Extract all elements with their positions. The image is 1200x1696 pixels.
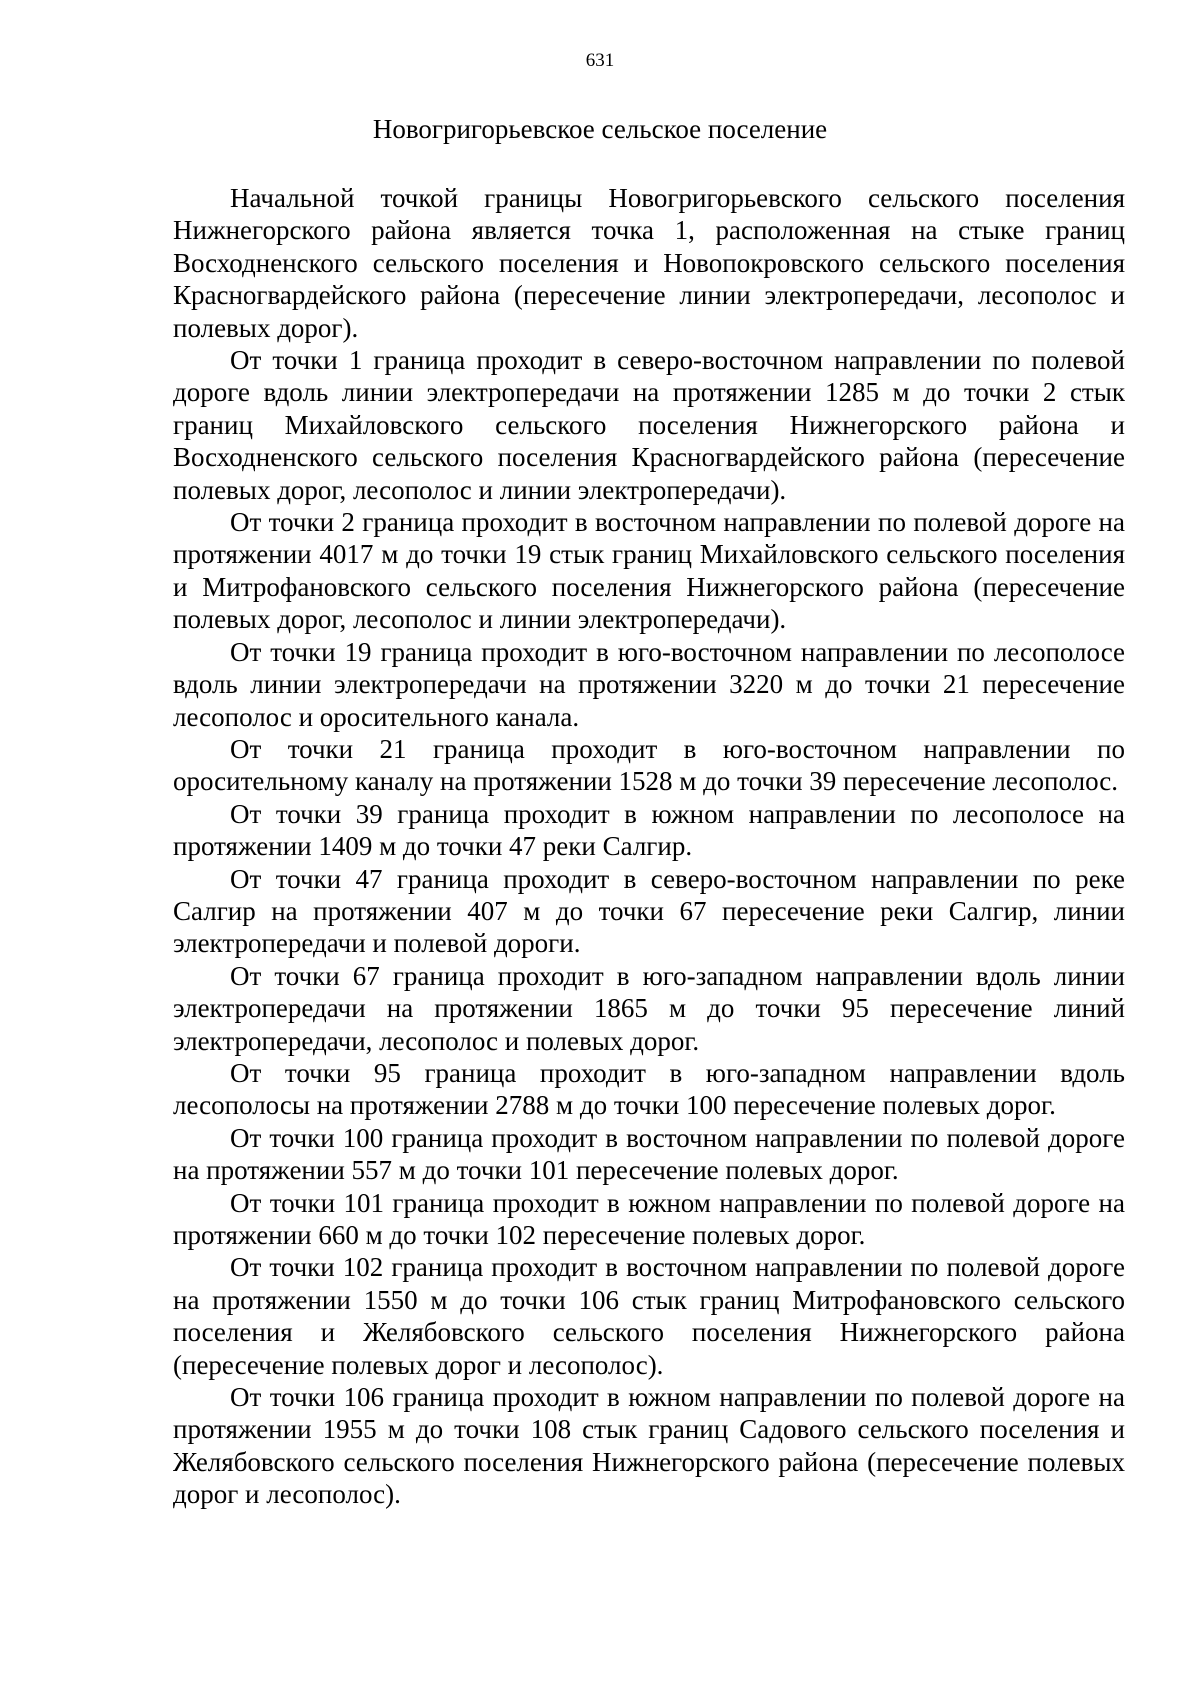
paragraph-point-1: От точки 1 граница проходит в северо-восточном направлении по полевой дороге вдоль линии электропередачи на протяжении 1285 м до точки 2 стык границ Михайловского сельского поселения Нижнегорского района и Восходненского сельского поселения Красногвардейского района (пересечение полевых дорог, лесополос и линии электропередачи). xyxy=(173,345,1125,505)
paragraph-point-47: От точки 47 граница проходит в северо-восточном направлении по реке Салгир на протяжении 407 м до точки 67 пересечение реки Салгир, линии электропередачи и полевой дороги. xyxy=(173,863,1125,959)
paragraph-point-102: От точки 102 граница проходит в восточном направлении по полевой дороге на протяжении 1550 м до точки 106 стык границ Митрофановского сельского поселения и Желябовского сельского поселения Нижнегорского района (пересечение полевых дорог и лесополос). xyxy=(173,1252,1125,1380)
paragraph-point-100: От точки 100 граница проходит в восточном направлении по полевой дороге на протяжении 557 м до точки 101 пересечение полевых дорог. xyxy=(173,1122,1125,1186)
paragraph-point-2: От точки 2 граница проходит в восточном направлении по полевой дороге на протяжении 4017 м до точки 19 стык границ Михайловского сельского поселения и Митрофановского сельского поселения Нижнегорского района (пересечение полевых дорог, лесополос и линии электропередачи). xyxy=(173,507,1125,635)
paragraph-point-39: От точки 39 граница проходит в южном направлении по лесополосе на протяжении 1409 м до точки 47 реки Салгир. xyxy=(173,798,1125,862)
paragraph-point-101: От точки 101 граница проходит в южном направлении по полевой дороге на протяжении 660 м до точки 102 пересечение полевых дорог. xyxy=(173,1187,1125,1250)
paragraph-point-19: От точки 19 граница проходит в юго-восточном направлении по лесополосе вдоль линии электропередачи на протяжении 3220 м до точки 21 пересечение лесополос и оросительного канала. xyxy=(173,636,1125,732)
paragraph-intro: Начальной точкой границы Новогригорьевского сельского поселения Нижнегорского района является точка 1, расположенная на стыке границ Восходненского сельского поселения и Новопокровского сельского поселения Красногвардейского района (пересечение линии электропередачи, лесополос и полевых дорог). xyxy=(173,183,1125,343)
document-title: Новогригорьевское сельское поселение xyxy=(372,114,828,144)
page-number: 631 xyxy=(585,50,615,71)
paragraph-point-21: От точки 21 граница проходит в юго-восточном направлении по оросительному каналу на протяжении 1528 м до точки 39 пересечение лесополос. xyxy=(173,733,1125,797)
paragraph-point-106: От точки 106 граница проходит в южном направлении по полевой дороге на протяжении 1955 м до точки 108 стык границ Садового сельского поселения и Желябовского сельского поселения Нижнегорского района (пересечение полевых дорог и лесополос). xyxy=(173,1382,1125,1510)
document-body xyxy=(173,182,1125,1511)
paragraph-point-95: От точки 95 граница проходит в юго-западном направлении вдоль лесополосы на протяжении 2788 м до точки 100 пересечение полевых дорог. xyxy=(173,1057,1125,1121)
paragraph-point-67: От точки 67 граница проходит в юго-западном направлении вдоль линии электропередачи на протяжении 1865 м до точки 95 пересечение линий электропередачи, лесополос и полевых дорог. xyxy=(173,960,1125,1056)
